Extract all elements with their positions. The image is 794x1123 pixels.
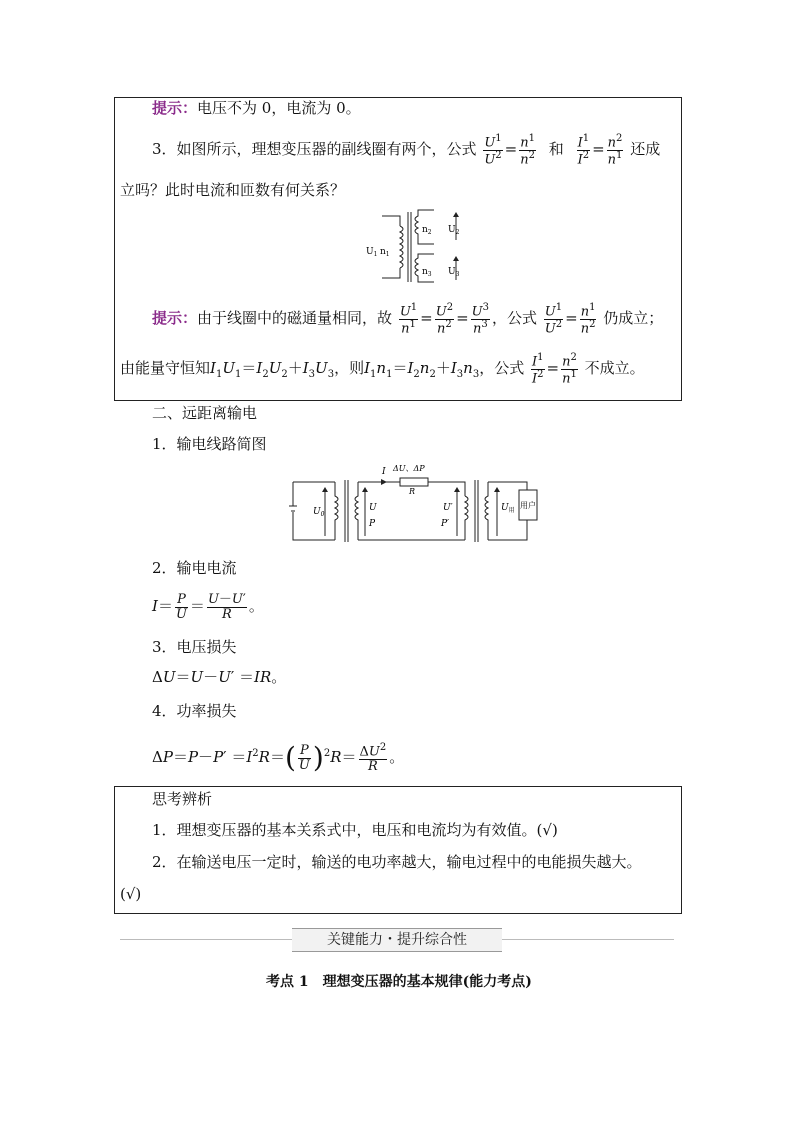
n1-label: $n_1$	[380, 247, 390, 258]
u1-label: $U_1$	[366, 247, 378, 258]
u3-label: $U_3$	[448, 267, 460, 278]
statement-2-mark: (√)	[120, 885, 142, 903]
hint-text: 仍成立；	[603, 309, 664, 327]
question-3: 3．如图所示，理想变压器的副线圈有两个，公式 $\frac{U^1}{U^2}$ = $\frac{n^1}{n^2}$ 和 $\frac{I^1}{I^2}$ = $\frac{n^2}{n^1}$ 还成	[152, 132, 661, 167]
banner-rule-left	[120, 939, 292, 940]
item-1: 1．输电线路简图	[152, 435, 267, 453]
transmission-circuit	[285, 462, 545, 550]
formula-fraction: $\frac{I^1}{I^2}$	[577, 132, 590, 167]
hint-1	[152, 101, 361, 116]
question-and: 和	[548, 140, 564, 158]
u-label: U	[369, 503, 377, 513]
hint-text: 电压不为 0，电流为 0。	[197, 99, 361, 117]
hint-text: ，则	[334, 359, 365, 377]
formula-power-loss: $\Delta P=P-P' =I^2R=$( $\frac{P}{U}$ )$^2$R＝ $\frac{\Delta U^2}{R}$ 。	[152, 741, 405, 774]
formula-fraction: $\frac{\Delta U^2}{R}$	[359, 741, 387, 774]
formula-fraction: $\frac{U^2}{n^2}$	[435, 301, 454, 336]
question-text: 3．如图所示，理想变压器的副线圈有两个，公式	[152, 140, 477, 158]
formula-fraction: $\frac{U-U'}{R}$	[207, 591, 246, 622]
resistor-label: R	[409, 487, 416, 496]
p-prime-label: P′	[441, 519, 450, 529]
n2-label: $n_2$	[422, 225, 432, 236]
banner-rule-right	[502, 939, 674, 940]
loss-label: ΔU、ΔP	[393, 464, 425, 473]
section-banner	[120, 928, 674, 950]
formula-fraction: $\frac{n^1}{n^2}$	[520, 132, 535, 167]
question-3-line2: 立吗？此时电流和匝数有何关系？	[120, 181, 346, 199]
u0-label: $U_0$	[313, 507, 325, 518]
statement-2: 2．在输送电压一定时，输送的电功率越大，输电过程中的电能损失越大。	[152, 853, 642, 871]
item-3: 3．电压损失	[152, 638, 237, 656]
u-user-label: $U_用$	[501, 503, 515, 514]
u2-label: $U_2$	[448, 225, 460, 236]
formula-current: I＝ $\frac{P}{U}$ ＝ $\frac{U-U'}{R}$ 。	[152, 591, 264, 622]
u-prime-label: U′	[443, 503, 453, 513]
hint-text: ，公式	[492, 309, 538, 327]
formula-fraction: $\frac{n^2}{n^1}$	[562, 351, 577, 386]
formula-fraction: $\frac{U^3}{n^3}$	[471, 301, 489, 336]
current-label: I	[382, 467, 386, 477]
formula-fraction: $\frac{P}{U}$	[298, 742, 310, 773]
hint-2: 提示：由于线圈中的磁通量相同，故 $\frac{U^1}{n^1}$ = $\frac{U^2}{n^2}$ = $\frac{U^3}{n^3}$ ，公式 $\frac{U^1}{U^2}$ = $\frac{n^1}{n^2}$ 仍成立；	[152, 301, 664, 336]
hint-text: 不成立。	[584, 359, 645, 377]
formula-fraction: $\frac{n^2}{n^1}$	[607, 132, 623, 167]
formula-fraction: $\frac{n^1}{n^2}$	[580, 301, 596, 336]
user-label: 用户	[520, 501, 536, 510]
hint-label: 提示：	[152, 99, 198, 117]
p-label: P	[369, 519, 376, 529]
formula-fraction: $\frac{P}{U}$	[175, 591, 187, 622]
formula-fraction: $\frac{U^1}{U^2}$	[484, 132, 502, 167]
item-4: 4．功率损失	[152, 702, 237, 720]
formula-fraction: $\frac{I^1}{I^2}$	[532, 351, 544, 386]
hint-text: 由于线圈中的磁通量相同，故	[197, 309, 393, 327]
hint-3: 由能量守恒知$I_1U_1=I_2U_2+I_3U_3$，则$I_1n_1=I_2n_2+I_3n_3$，公式 $\frac{I^1}{I^2}$ = $\frac{n^2}{n^1}$ 不成立。	[120, 351, 645, 386]
question-suffix: 还成	[630, 140, 661, 158]
formula-voltage-loss: ΔU＝U－U′ ＝IR。	[152, 668, 287, 686]
section-title: 二、远距离输电	[152, 404, 258, 422]
hint-label: 提示：	[152, 309, 198, 327]
hint-text: ，公式	[479, 359, 525, 377]
think-title: 思考辨析	[152, 790, 213, 808]
kaodian-title: 考点 1 理想变压器的基本规律(能力考点)	[266, 974, 532, 990]
transformer-diagram	[362, 206, 472, 286]
hint-text: 由能量守恒知	[120, 359, 211, 377]
statement-1: 1．理想变压器的基本关系式中，电压和电流均为有效值。(√)	[152, 821, 558, 839]
n3-label: $n_3$	[422, 267, 432, 278]
item-2: 2．输电电流	[152, 559, 237, 577]
formula-fraction: $\frac{U^1}{U^2}$	[544, 301, 563, 336]
formula-fraction: $\frac{U^1}{n^1}$	[399, 301, 418, 336]
banner-label: 关键能力・提升综合性	[292, 928, 502, 952]
